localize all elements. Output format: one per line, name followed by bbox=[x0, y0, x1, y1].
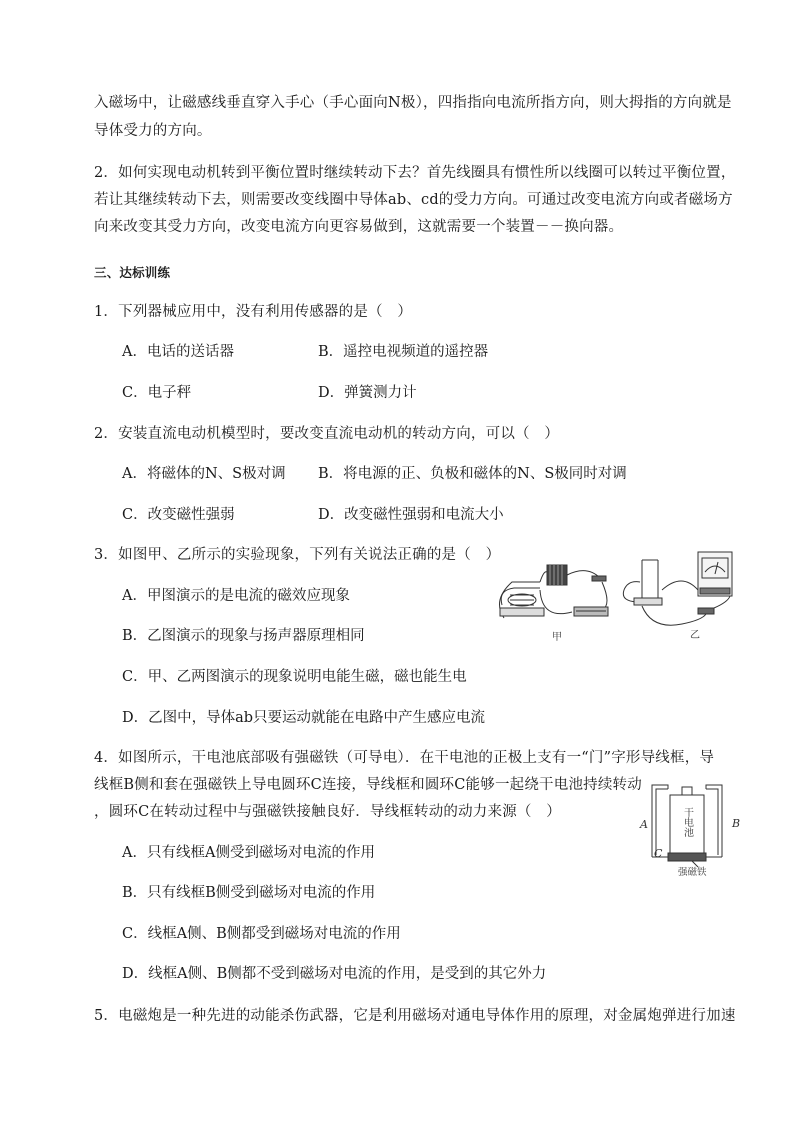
q3-option-b: B．乙图演示的现象与扬声器原理相同 bbox=[122, 628, 365, 644]
q3-experiment-figure bbox=[492, 550, 737, 645]
point2-line-1: 2．如何实现电动机转到平衡位置时继续转动下去？首先线圈具有惯性所以线圈可以转过平衡位置， bbox=[94, 165, 736, 181]
q1-stem: 1．下列器械应用中，没有利用传感器的是（ ） bbox=[94, 304, 413, 320]
q2-option-c: C．改变磁性强弱 bbox=[122, 507, 235, 523]
q4-option-a: A．只有线框A侧受到磁场对电流的作用 bbox=[122, 845, 375, 861]
q3-option-d: D．乙图中，导体ab只要运动就能在电路中产生感应电流 bbox=[122, 710, 486, 726]
intro-line-2: 导体受力的方向。 bbox=[94, 123, 212, 139]
battery-label: 干电池 bbox=[681, 807, 693, 837]
section-title: 三、达标训练 bbox=[94, 265, 171, 280]
q3-stem: 3．如图甲、乙所示的实验现象，下列有关说法正确的是（ ） bbox=[94, 547, 501, 563]
q4-option-c: C．线框A侧、B侧都受到磁场对电流的作用 bbox=[122, 926, 401, 942]
q2-option-d: D．改变磁性强弱和电流大小 bbox=[318, 507, 504, 523]
q1-option-b: B．遥控电视频道的遥控器 bbox=[318, 344, 489, 360]
label-a: A bbox=[640, 818, 648, 831]
label-c: C bbox=[654, 847, 663, 860]
point2-line-2: 若让其继续转动下去，则需要改变线圈中导体ab、cd的受力方向。可通过改变电流方向或者磁场方 bbox=[94, 192, 733, 208]
q4-stem-line-3: ，圆环C在转动过程中与强磁铁接触良好．导线框转动的动力来源（ ） bbox=[94, 804, 561, 820]
magnet-label: 强磁铁 bbox=[678, 867, 707, 878]
q4-option-b: B．只有线框B侧受到磁场对电流的作用 bbox=[122, 885, 376, 901]
figure-label-jia: 甲 bbox=[552, 632, 562, 643]
q2-option-a: A．将磁体的N、S极对调 bbox=[122, 466, 286, 482]
intro-line-1: 入磁场中，让磁感线垂直穿入手心（手心面向N极），四指指向电流所指方向，则大拇指的方向就是 bbox=[94, 95, 732, 111]
q5-stem: 5．电磁炮是一种先进的动能杀伤武器，它是利用磁场对通电导体作用的原理，对金属炮弹进行加速 bbox=[94, 1008, 736, 1024]
point2-line-3: 向来改变其受力方向，改变电流方向更容易做到，这就需要一个装置－－换向器。 bbox=[94, 219, 624, 235]
q3-option-c: C．甲、乙两图演示的现象说明电能生磁，磁也能生电 bbox=[122, 669, 467, 685]
figure-label-yi: 乙 bbox=[690, 630, 700, 641]
q4-option-d: D．线框A侧、B侧都不受到磁场对电流的作用，是受到的其它外力 bbox=[122, 966, 547, 982]
q2-option-b: B．将电源的正、负极和磁体的N、S极同时对调 bbox=[318, 466, 627, 482]
q1-option-c: C．电子秤 bbox=[122, 385, 192, 401]
q3-option-a: A．甲图演示的是电流的磁效应现象 bbox=[122, 588, 350, 604]
q2-stem: 2．安装直流电动机模型时，要改变直流电动机的转动方向，可以（ ） bbox=[94, 426, 560, 442]
label-b: B bbox=[732, 817, 741, 830]
q4-stem-line-2: 线框B侧和套在强磁铁上导电圆环C连接，导线框和圆环C能够一起绕干电池持续转动 bbox=[94, 777, 642, 793]
q4-stem-line-1: 4．如图所示，干电池底部吸有强磁铁（可导电）．在干电池的正极上支有一“门”字形导线框，导 bbox=[94, 750, 715, 766]
q1-option-a: A．电话的送话器 bbox=[122, 344, 234, 360]
q1-option-d: D．弹簧测力计 bbox=[318, 385, 417, 401]
q4-battery-figure bbox=[632, 775, 747, 880]
